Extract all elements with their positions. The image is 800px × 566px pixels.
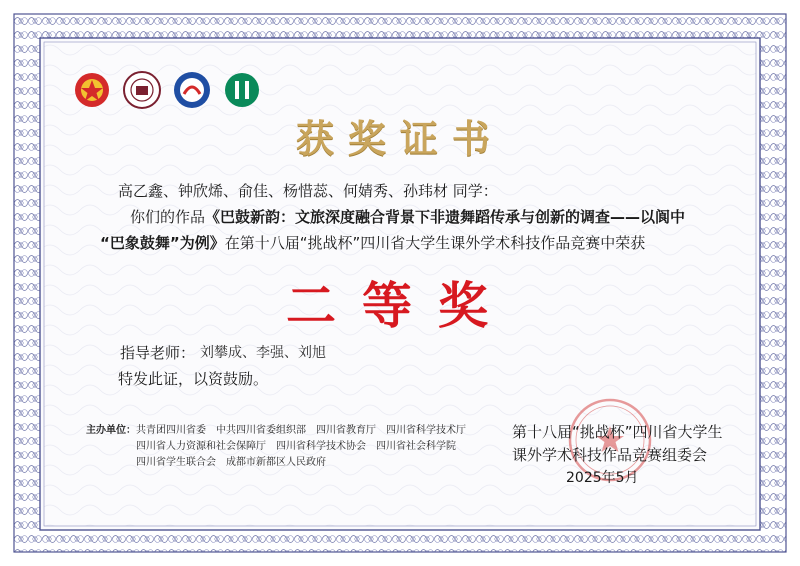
work-prefix: 你们的作品 — [130, 208, 206, 226]
youth-league-emblem-icon — [72, 70, 112, 110]
competition-text: 在第十八届“挑战杯”四川省大学生课外学术科技作品竞赛中荣获 — [224, 234, 646, 252]
closing-statement: 特发此证，以资鼓励。 — [118, 370, 269, 388]
work-line-1 — [130, 206, 685, 227]
challenge-cup-icon — [172, 70, 212, 110]
university-emblem-icon — [122, 70, 162, 110]
teacher-names: 刘攀成、李强、刘旭 — [200, 345, 326, 361]
teacher-label: 指导老师： — [120, 344, 196, 362]
issuer-line-1: 第十八届“挑战杯”四川省大学生 — [512, 423, 723, 441]
organizers-label: 主办单位： — [86, 425, 136, 436]
work-title-part-1: 《巴鼓新韵：文旅深度融合背景下非遗舞蹈传承与创新的调查——以阆中 — [205, 208, 686, 226]
certificate-title: 获奖证书 — [295, 116, 504, 161]
organizers-row-3: 四川省学生联合会 成都市新都区人民政府 — [136, 457, 326, 468]
organizers-row-2: 四川省人力资源和社会保障厅 四川省科学技术协会 四川省社会科学院 — [136, 441, 456, 452]
issuer-block — [512, 421, 723, 490]
issuer-line-2: 课外学术科技作品竞赛组委会 — [512, 446, 708, 464]
bank-logo-icon — [222, 70, 262, 110]
work-line-2 — [100, 232, 645, 253]
issue-date: 2025年5月 — [566, 470, 639, 486]
organizers-row-1: 共青团四川省委 中共四川省委组织部 四川省教育厅 四川省科学技术厅 — [136, 425, 466, 436]
organizers-block — [86, 423, 466, 471]
award-level: 二等奖 — [286, 276, 514, 335]
work-title-part-2: “巴象鼓舞”为例》 — [100, 234, 225, 252]
student-names: 高乙鑫、钟欣烯、俞佳、杨惜蕊、何婧秀、孙玮材 同学： — [118, 182, 498, 200]
